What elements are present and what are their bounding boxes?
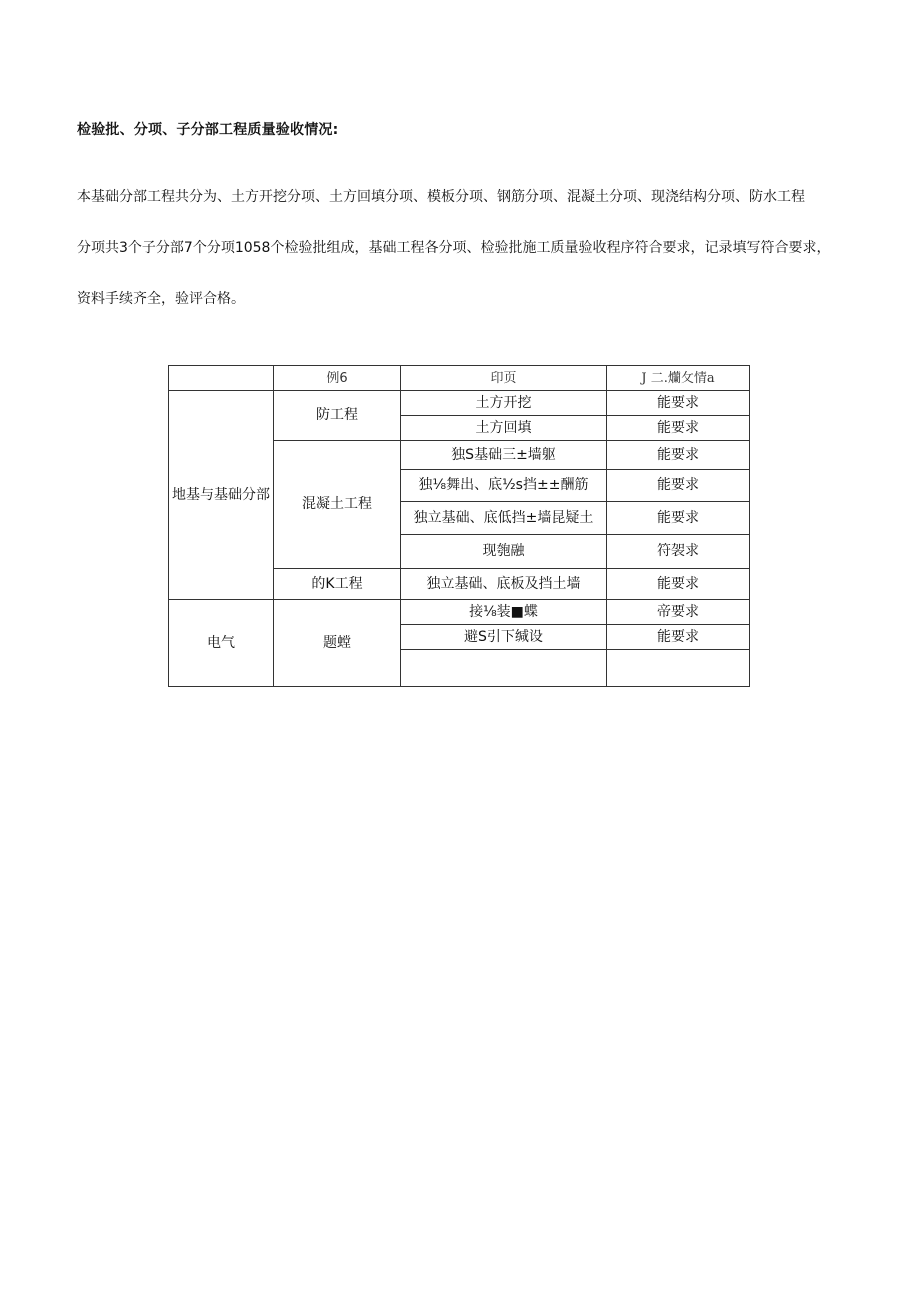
result-cell: 能要求 [607, 625, 750, 650]
item-cell: 独立基础、底板及挡土墙 [401, 569, 607, 600]
item-cell [401, 650, 607, 687]
item-cell: 独⅛舞出、底½s挡±±酬筋 [401, 470, 607, 502]
table-row [169, 600, 750, 625]
item-cell: 土方回填 [401, 416, 607, 441]
item-cell: 避S引下缄设 [401, 625, 607, 650]
table-row [169, 391, 750, 416]
result-cell: 符袈求 [607, 535, 750, 569]
result-cell: 能要求 [607, 470, 750, 502]
item-cell: 独S基础三±墙躯 [401, 441, 607, 470]
result-cell: 能要求 [607, 502, 750, 535]
result-cell: 帝要求 [607, 600, 750, 625]
sub-cell-2: 混凝土工程 [274, 441, 401, 569]
result-cell: 能要求 [607, 391, 750, 416]
sub-cell-4: 题螳 [274, 600, 401, 687]
header-cell-subdivision: 例6 [274, 366, 401, 391]
item-cell: 接⅛装■蝶 [401, 600, 607, 625]
paragraph-line-1: 本基础分部工程共分为、土方开挖分项、土方回填分项、模板分项、钢筋分项、混凝土分项、现浇结构分项、防水工程 [77, 189, 805, 205]
group-cell-electrical: 电气 [169, 600, 274, 687]
paragraph-line-3: 资料手续齐全，验评合格。 [77, 291, 245, 307]
result-cell: 能要求 [607, 441, 750, 470]
section-heading: 检验批、分项、子分部工程质量验收情况: [77, 122, 339, 138]
sub-cell-3: 的K工程 [274, 569, 401, 600]
result-cell [607, 650, 750, 687]
acceptance-table [168, 365, 750, 687]
item-cell: 独立基础、底低挡±墙昆疑土 [401, 502, 607, 535]
header-cell-result: J 二.爤攵情a [607, 366, 750, 391]
sub-cell-1: 防工程 [274, 391, 401, 441]
paragraph-line-2: 分项共3个子分部7个分项1058个检验批组成，基础工程各分项、检验批施工质量验收程序符合要求，记录填写符合要求， [77, 240, 831, 256]
table-header-row [169, 366, 750, 391]
result-cell: 能要求 [607, 569, 750, 600]
result-cell: 能要求 [607, 416, 750, 441]
item-cell: 现匏融 [401, 535, 607, 569]
group-cell-foundation: 地基与基础分部 [169, 391, 274, 600]
item-cell: 土方开挖 [401, 391, 607, 416]
header-cell-blank [169, 366, 274, 391]
header-cell-item: 印页 [401, 366, 607, 391]
